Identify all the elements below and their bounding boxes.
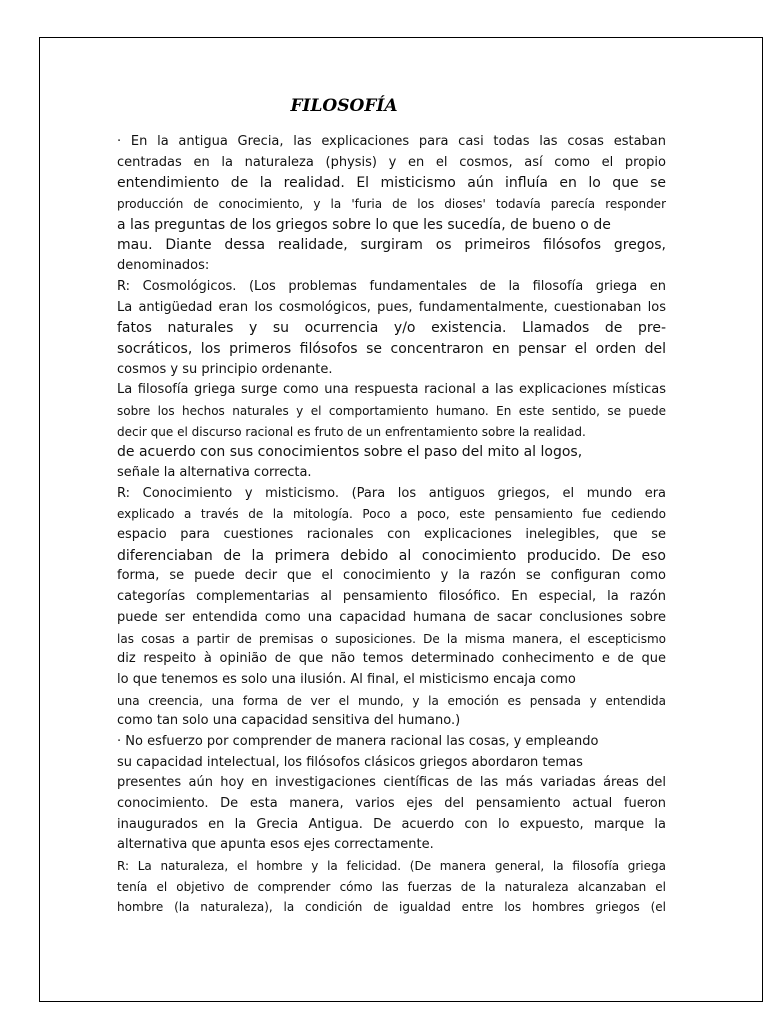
text-line: R: Cosmológicos. (Los problemas fundamentales de la filosofía griega en (117, 278, 666, 294)
text-line: cosmos y su principio ordenante. (117, 361, 333, 377)
text-line: de acuerdo con sus conocimientos sobre el paso del mito al logos, (117, 444, 583, 461)
text-line: · En la antigua Grecia, las explicaciones para casi todas las cosas estaban (117, 134, 666, 149)
text-line: diferenciaban de la primera debido al conocimiento producido. De eso (117, 547, 666, 564)
text-line: las cosas a partir de premisas o suposiciones. De la misma manera, el escepticismo (117, 631, 666, 646)
text-line: producción de conocimiento, y la 'furia de los dioses' todavía parecía responder (117, 197, 666, 212)
text-line: categorías complementarias al pensamiento filosófico. En especial, la razón (117, 589, 666, 605)
text-line: R: Conocimiento y misticismo. (Para los antiguos griegos, el mundo era (117, 485, 666, 501)
text-line: fatos naturales y su ocurrencia y/o existencia. Llamados de pre- (117, 320, 666, 337)
text-line: La antigüedad eran los cosmológicos, pues, fundamentalmente, cuestionaban los (117, 299, 666, 315)
text-line: R: La naturaleza, el hombre y la felicidad. (De manera general, la filosofía griega (117, 859, 666, 874)
text-line: señale la alternativa correcta. (117, 465, 312, 480)
text-line: una creencia, una forma de ver el mundo, y la emoción es pensada y entendida (117, 693, 666, 708)
text-line: · No esfuerzo por comprender de manera racional las cosas, y empleando (117, 733, 599, 749)
text-line: inaugurados en la Grecia Antigua. De acuerdo con lo expuesto, marque la (117, 816, 666, 832)
text-line: lo que tenemos es solo una ilusión. Al final, el misticismo encaja como (117, 671, 576, 687)
text-line: diz respeito à opinião de que não temos determinado conhecimento e de que (117, 651, 666, 667)
text-line: explicado a través de la mitología. Poco a poco, este pensamiento fue cediendo (117, 507, 666, 522)
document-body (117, 132, 666, 918)
document-title: FILOSOFÍA (290, 96, 398, 116)
text-line: tenía el objetivo de comprender cómo las fuerzas de la naturaleza alcanzaban el (117, 879, 666, 894)
text-line: denominados: (117, 258, 210, 274)
text-line: su capacidad intelectual, los filósofos clásicos griegos abordaron temas (117, 754, 583, 770)
text-line: forma, se puede decir que el conocimiento y la razón se configuran como (117, 568, 666, 584)
text-line: La filosofía griega surge como una respuesta racional a las explicaciones místicas (117, 382, 666, 398)
text-line: conocimiento. De esta manera, varios ejes del pensamiento actual fueron (117, 796, 666, 811)
document-title-wrap (0, 96, 768, 116)
text-line: sobre los hechos naturales y el comportamiento humano. En este sentido, se puede (117, 403, 666, 418)
text-line: puede ser entendida como una capacidad humana de sacar conclusiones sobre (117, 609, 666, 625)
text-line: hombre (la naturaleza), la condición de igualdad entre los hombres griegos (el (117, 900, 666, 915)
text-line: espacio para cuestiones racionales con explicaciones inelegibles, que se (117, 527, 666, 543)
text-line: socráticos, los primeros filósofos se concentraron en pensar el orden del (117, 340, 666, 357)
text-line: a las preguntas de los griegos sobre lo que les sucedía, de bueno o de (117, 216, 611, 233)
text-line: mau. Diante dessa realidade, surgiram os primeiros filósofos gregos, (117, 237, 666, 254)
text-line: centradas en la naturaleza (physis) y en el cosmos, así como el propio (117, 154, 666, 170)
text-line: alternativa que apunta esos ejes correctamente. (117, 837, 434, 853)
text-line: decir que el discurso racional es fruto de un enfrentamiento sobre la realidad. (117, 424, 586, 439)
text-line: entendimiento de la realidad. El misticismo aún influía en lo que se (117, 175, 666, 192)
text-line: como tan solo una capacidad sensitiva del humano.) (117, 713, 461, 729)
text-line: presentes aún hoy en investigaciones científicas de las más variadas áreas del (117, 775, 666, 791)
